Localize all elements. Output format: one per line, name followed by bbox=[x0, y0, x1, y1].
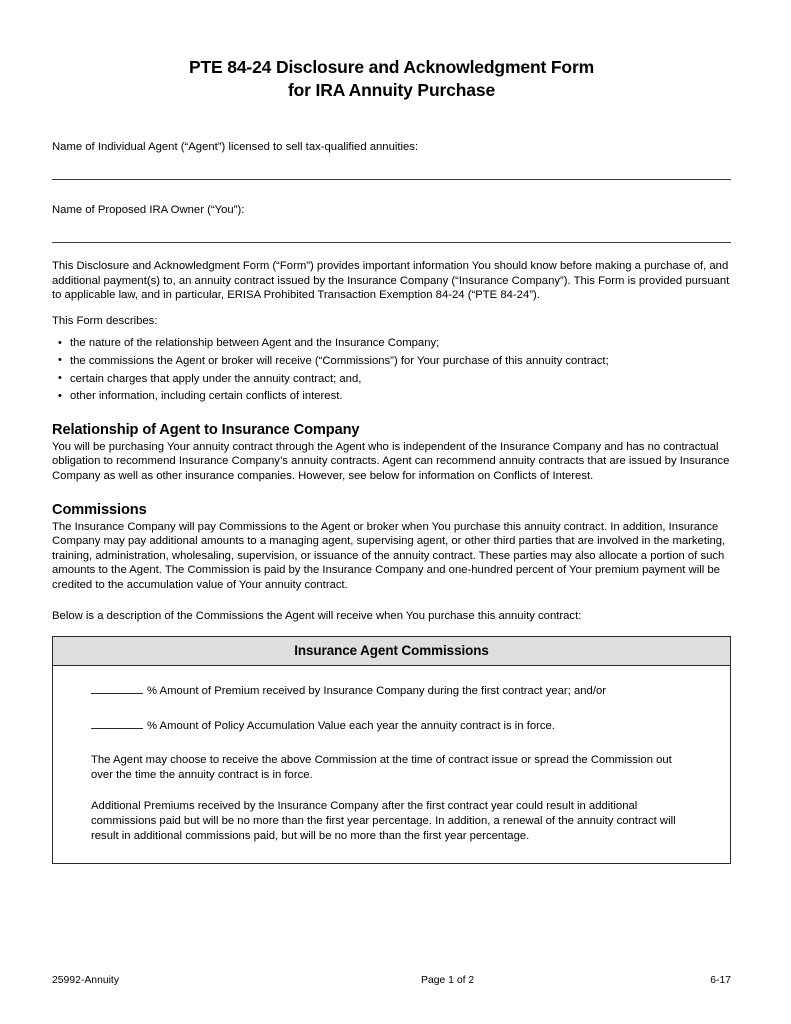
relationship-paragraph: You will be purchasing Your annuity contract through the Agent who is independent of the Insurance Company and has no contractual obligation to recommend Insurance Company’s annuity contracts. Agent can recommend annuity contracts that are issued by Insurance Company as well as other insurance companies. However, see below for information on Conflicts of Interest. bbox=[52, 440, 730, 482]
commission-timing-paragraph: The Agent may choose to receive the above Commission at the time of contract issue or spread the Commission out over the time the annuity contract is in force. bbox=[91, 754, 672, 781]
owner-name-field-block bbox=[52, 203, 731, 243]
agent-name-label: Name of Individual Agent (“Agent”) licensed to sell tax-qualified annuities: bbox=[52, 141, 419, 153]
commissions-box-header: Insurance Agent Commissions bbox=[53, 637, 730, 666]
title-line-1: PTE 84-24 Disclosure and Acknowledgment Form bbox=[188, 57, 595, 77]
page-title bbox=[52, 0, 731, 102]
list-item: • the nature of the relationship between Agent and the Insurance Company; bbox=[52, 336, 731, 351]
document-content bbox=[52, 0, 731, 864]
section-heading-relationship: Relationship of Agent to Insurance Company bbox=[52, 421, 360, 438]
footer-form-number: 25992-Annuity bbox=[52, 975, 120, 986]
agent-name-field-block bbox=[52, 140, 731, 180]
agent-name-input-rule[interactable] bbox=[52, 179, 731, 180]
accumulation-percent-input[interactable] bbox=[91, 719, 143, 729]
section-heading-commissions: Commissions bbox=[52, 501, 147, 518]
title-line-2: for IRA Annuity Purchase bbox=[287, 80, 496, 100]
form-describes-lead: This Form describes: bbox=[52, 314, 158, 327]
accumulation-percent-label: % Amount of Policy Accumulation Value each year the annuity contract is in force. bbox=[147, 719, 555, 732]
page-footer bbox=[52, 974, 731, 987]
list-item: • other information, including certain conflicts of interest. bbox=[52, 389, 731, 404]
owner-name-input-rule[interactable] bbox=[52, 242, 731, 243]
additional-premiums-paragraph: Additional Premiums received by the Insurance Company after the first contract year could result in additional commissions paid but will be no more than the first year percentage. In addition, a renewal of the annuity contract will result in additional commissions paid, but will be no more than the first year percentage. bbox=[91, 800, 676, 842]
premium-percent-input[interactable] bbox=[91, 684, 143, 694]
footer-page-indicator: Page 1 of 2 bbox=[421, 975, 475, 986]
premium-percent-label: % Amount of Premium received by Insurance Company during the first contract year; and/or bbox=[147, 685, 606, 698]
owner-name-label: Name of Proposed IRA Owner (“You”): bbox=[52, 204, 245, 216]
intro-paragraph: This Disclosure and Acknowledgment Form (“Form”) provides important information You should know before making a purchase of, and additional payment(s) to, an annuity contract issued by the Insurance Company (“Insurance Company”). This Form is provided pursuant to applicable law, and in particular, ERISA Prohibited Transaction Exemption 84-24 (“PTE 84-24”). bbox=[52, 260, 730, 302]
form-describes-list bbox=[52, 336, 731, 403]
commissions-paragraph: The Insurance Company will pay Commissions to the Agent or broker when You purchase this annuity contract. In addition, Insurance Company may pay additional amounts to a managing agent, supervising agent, or other third parties that are involved in the marketing, training, administration, wholesaling, supervision, or issuance of the annuity contract. These parties may also allocate a portion of such amounts to the Agent. The Commission is paid by the Insurance Company and one-hundred percent of Your premium payment will be credited to the accumulation value of Your annuity contract. bbox=[52, 520, 726, 591]
commission-accumulation-row bbox=[91, 719, 694, 734]
insurance-agent-commissions-box bbox=[52, 636, 731, 864]
list-item: • certain charges that apply under the annuity contract; and, bbox=[52, 372, 731, 387]
commission-premium-row bbox=[91, 684, 694, 699]
footer-revision: 6-17 bbox=[710, 975, 731, 986]
commissions-box-body bbox=[53, 666, 730, 863]
commissions-lead-in: Below is a description of the Commissions the Agent will receive when You purchase this annuity contract: bbox=[52, 609, 582, 622]
list-item: • the commissions the Agent or broker will receive (“Commissions”) for Your purchase of this annuity contract; bbox=[52, 354, 731, 369]
